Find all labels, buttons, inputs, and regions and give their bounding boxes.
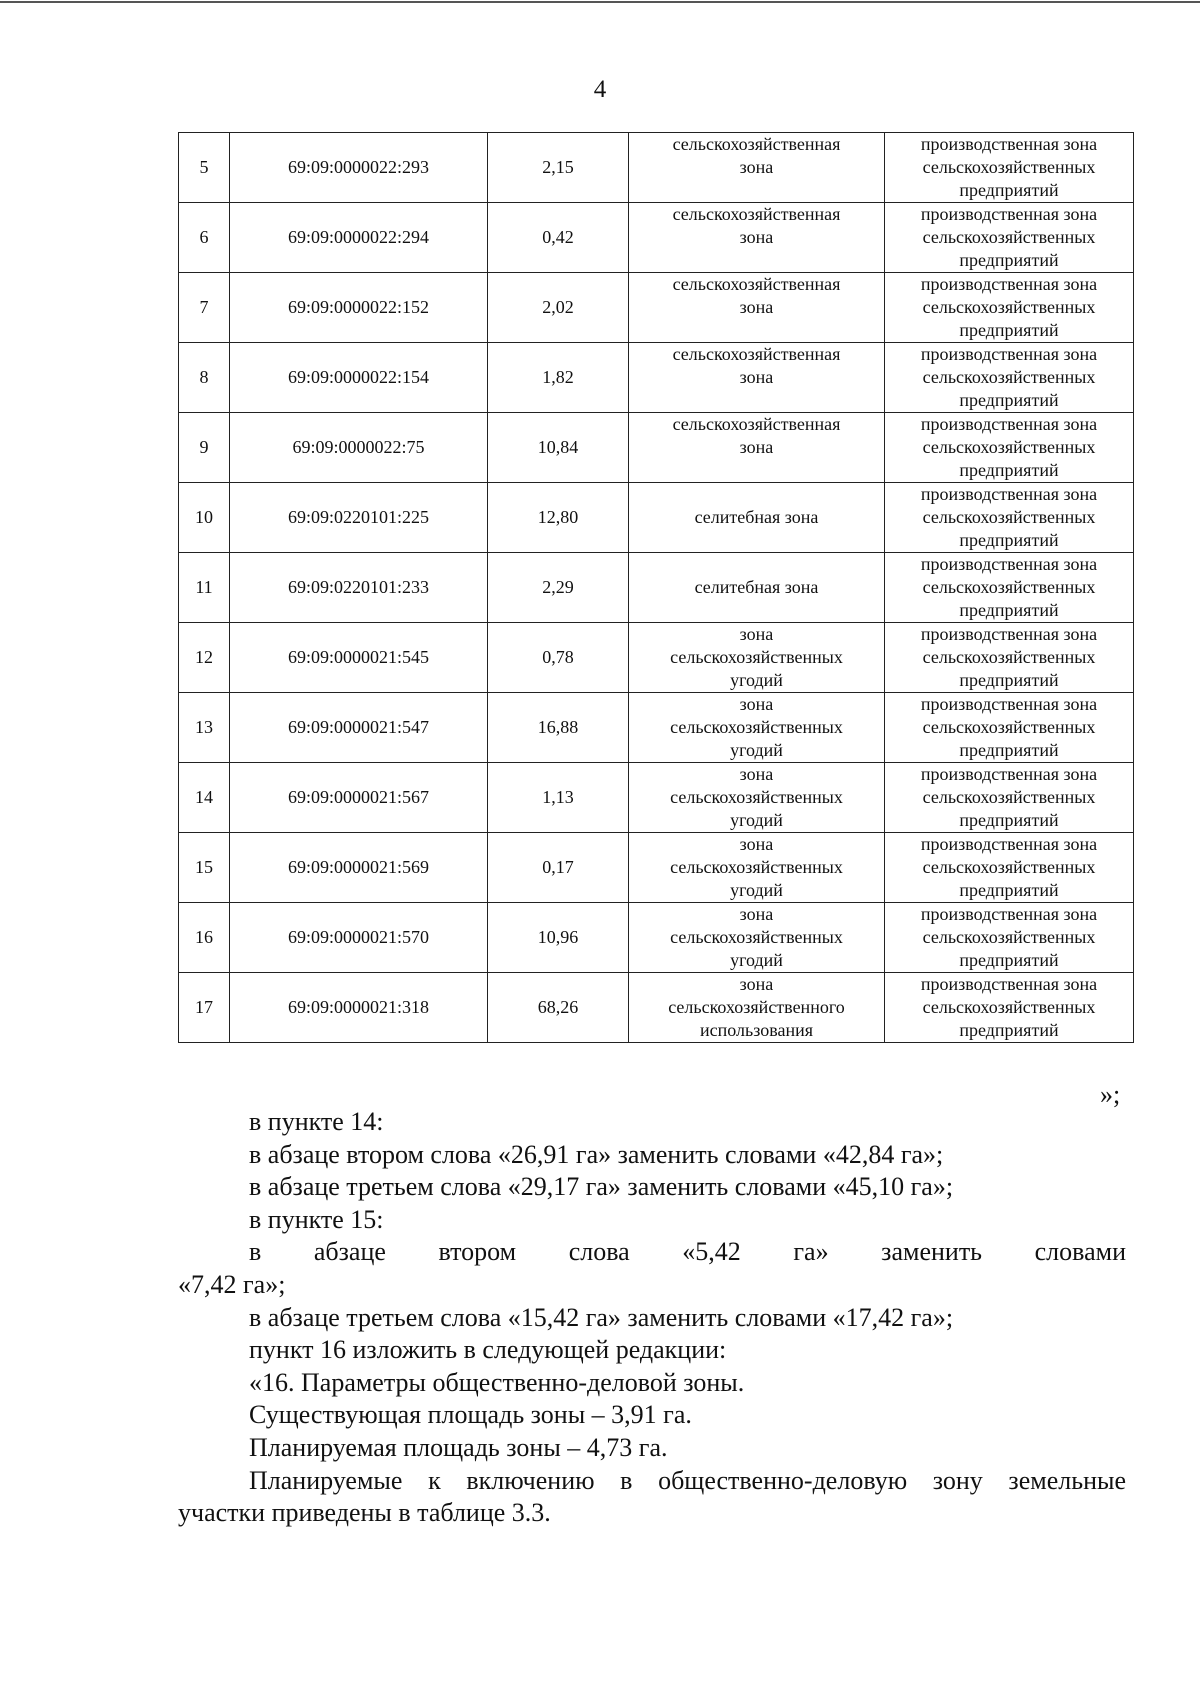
target-zone-cell xyxy=(885,973,1134,1043)
target-zone-line: сельскохозяйственных xyxy=(922,367,1096,387)
paragraph-point-14-third: в абзаце третьем слова «29,17 га» заменить словами «45,10 га»; xyxy=(249,1172,954,1202)
current-zone-line: зона xyxy=(739,297,774,317)
current-zone-line: сельскохозяйственная xyxy=(672,204,841,224)
area-cell: 0,42 xyxy=(488,203,629,273)
target-zone-line: предприятий xyxy=(959,180,1059,200)
current-zone-line: зона xyxy=(739,227,774,247)
current-zone-cell xyxy=(629,133,885,203)
target-zone-line: предприятий xyxy=(959,460,1059,480)
target-zone-line: производственная зона xyxy=(920,204,1098,224)
cadastral-number-cell: 69:09:0000021:569 xyxy=(230,833,488,903)
target-zone-line: сельскохозяйственных xyxy=(922,857,1096,877)
target-zone-line: предприятий xyxy=(959,600,1059,620)
target-zone-line: предприятий xyxy=(959,320,1059,340)
current-zone-line: угодий xyxy=(730,670,783,690)
target-zone-cell xyxy=(885,553,1134,623)
table-row xyxy=(179,693,1134,763)
target-zone-line: сельскохозяйственных xyxy=(922,297,1096,317)
cadastral-number-cell: 69:09:0000022:152 xyxy=(230,273,488,343)
cadastral-number-cell: 69:09:0000022:293 xyxy=(230,133,488,203)
row-number-cell: 5 xyxy=(179,133,230,203)
target-zone-cell xyxy=(885,903,1134,973)
target-zone-line: предприятий xyxy=(959,950,1059,970)
current-zone-cell xyxy=(629,203,885,273)
current-zone-line: угодий xyxy=(730,810,783,830)
paragraph-point-16-title: «16. Параметры общественно-деловой зоны. xyxy=(249,1367,745,1397)
current-zone-line: сельскохозяйственная xyxy=(672,274,841,294)
area-cell: 10,96 xyxy=(488,903,629,973)
row-number-cell: 17 xyxy=(179,973,230,1043)
paragraph-point-16-intro: пункт 16 изложить в следующей редакции: xyxy=(249,1335,727,1365)
target-zone-cell xyxy=(885,483,1134,553)
current-zone-line: зона xyxy=(739,974,774,994)
area-cell: 2,15 xyxy=(488,133,629,203)
paragraph-point-15-third: в абзаце третьем слова «15,42 га» заменить словами «17,42 га»; xyxy=(249,1302,954,1332)
top-border-line xyxy=(0,1,1200,3)
row-number-cell: 13 xyxy=(179,693,230,763)
target-zone-line: сельскохозяйственных xyxy=(922,927,1096,947)
current-zone-line: сельскохозяйственных xyxy=(670,717,843,737)
cadastral-number-cell: 69:09:0000021:567 xyxy=(230,763,488,833)
current-zone-cell xyxy=(629,903,885,973)
cadastral-number-cell: 69:09:0000021:570 xyxy=(230,903,488,973)
target-zone-line: предприятий xyxy=(959,1020,1059,1040)
area-cell: 0,78 xyxy=(488,623,629,693)
target-zone-line: производственная зона xyxy=(920,624,1098,644)
target-zone-line: предприятий xyxy=(959,390,1059,410)
target-zone-cell xyxy=(885,413,1134,483)
row-number-cell: 14 xyxy=(179,763,230,833)
target-zone-line: производственная зона xyxy=(920,134,1098,154)
table-row xyxy=(179,763,1134,833)
row-number-cell: 12 xyxy=(179,623,230,693)
paragraph-existing-area: Существующая площадь зоны – 3,91 га. xyxy=(249,1400,692,1430)
cadastral-number-cell: 69:09:0000022:294 xyxy=(230,203,488,273)
row-number-cell: 10 xyxy=(179,483,230,553)
target-zone-line: производственная зона xyxy=(920,904,1098,924)
current-zone-line: зона xyxy=(739,157,774,177)
current-zone-cell xyxy=(629,973,885,1043)
cadastral-number-cell: 69:09:0220101:225 xyxy=(230,483,488,553)
target-zone-line: сельскохозяйственных xyxy=(922,227,1096,247)
current-zone-cell xyxy=(629,413,885,483)
current-zone-line: сельскохозяйственного xyxy=(668,997,845,1017)
current-zone-line: зона xyxy=(739,367,774,387)
area-cell: 68,26 xyxy=(488,973,629,1043)
target-zone-line: предприятий xyxy=(959,530,1059,550)
row-number-cell: 6 xyxy=(179,203,230,273)
paragraph-planned-plots-line1: Планируемые к включению в общественно-деловую зону земельные xyxy=(249,1465,1126,1495)
current-zone-line: селитебная зона xyxy=(694,507,819,527)
land-plots-table xyxy=(178,132,1134,1043)
current-zone-cell xyxy=(629,553,885,623)
target-zone-line: сельскохозяйственных xyxy=(922,647,1096,667)
current-zone-line: зона xyxy=(739,694,774,714)
current-zone-line: зона xyxy=(739,624,774,644)
target-zone-line: производственная зона xyxy=(920,414,1098,434)
target-zone-line: сельскохозяйственных xyxy=(922,507,1096,527)
table-closing-quote: »; xyxy=(1100,1080,1121,1109)
table-row xyxy=(179,903,1134,973)
table-row xyxy=(179,343,1134,413)
target-zone-line: сельскохозяйственных xyxy=(922,157,1096,177)
current-zone-cell xyxy=(629,273,885,343)
target-zone-line: производственная зона xyxy=(920,974,1098,994)
target-zone-line: предприятий xyxy=(959,250,1059,270)
current-zone-line: зона xyxy=(739,834,774,854)
table-row xyxy=(179,133,1134,203)
area-cell: 2,29 xyxy=(488,553,629,623)
target-zone-cell xyxy=(885,833,1134,903)
target-zone-line: предприятий xyxy=(959,880,1059,900)
area-cell: 0,17 xyxy=(488,833,629,903)
area-cell: 16,88 xyxy=(488,693,629,763)
current-zone-cell xyxy=(629,763,885,833)
cadastral-number-cell: 69:09:0000021:318 xyxy=(230,973,488,1043)
page-number: 4 xyxy=(593,76,607,103)
target-zone-line: предприятий xyxy=(959,810,1059,830)
target-zone-line: производственная зона xyxy=(920,694,1098,714)
current-zone-line: угодий xyxy=(730,740,783,760)
row-number-cell: 11 xyxy=(179,553,230,623)
table-row xyxy=(179,203,1134,273)
table-row xyxy=(179,273,1134,343)
target-zone-cell xyxy=(885,623,1134,693)
target-zone-line: сельскохозяйственных xyxy=(922,717,1096,737)
table-row xyxy=(179,413,1134,483)
current-zone-line: сельскохозяйственная xyxy=(672,344,841,364)
current-zone-line: зона xyxy=(739,764,774,784)
current-zone-line: зона xyxy=(739,904,774,924)
current-zone-line: сельскохозяйственная xyxy=(672,134,841,154)
current-zone-line: угодий xyxy=(730,950,783,970)
current-zone-line: сельскохозяйственных xyxy=(670,927,843,947)
current-zone-line: сельскохозяйственных xyxy=(670,647,843,667)
area-cell: 10,84 xyxy=(488,413,629,483)
area-cell: 1,82 xyxy=(488,343,629,413)
table-row xyxy=(179,833,1134,903)
paragraph-point-15: в пункте 15: xyxy=(249,1204,384,1234)
paragraph-planned-plots-line2: участки приведены в таблице 3.3. xyxy=(178,1498,551,1528)
cadastral-number-cell: 69:09:0000022:154 xyxy=(230,343,488,413)
current-zone-cell xyxy=(629,693,885,763)
cadastral-number-cell: 69:09:0220101:233 xyxy=(230,553,488,623)
area-cell: 12,80 xyxy=(488,483,629,553)
target-zone-line: сельскохозяйственных xyxy=(922,577,1096,597)
current-zone-cell xyxy=(629,343,885,413)
paragraph-point-14-second: в абзаце втором слова «26,91 га» заменить словами «42,84 га»; xyxy=(249,1139,944,1169)
paragraph-point-14: в пункте 14: xyxy=(249,1107,384,1136)
cadastral-number-cell: 69:09:0000022:75 xyxy=(230,413,488,483)
table-row xyxy=(179,553,1134,623)
current-zone-line: сельскохозяйственных xyxy=(670,787,843,807)
target-zone-line: производственная зона xyxy=(920,484,1098,504)
target-zone-line: предприятий xyxy=(959,670,1059,690)
target-zone-line: производственная зона xyxy=(920,344,1098,364)
target-zone-line: производственная зона xyxy=(920,834,1098,854)
current-zone-cell xyxy=(629,623,885,693)
row-number-cell: 16 xyxy=(179,903,230,973)
row-number-cell: 15 xyxy=(179,833,230,903)
target-zone-cell xyxy=(885,203,1134,273)
current-zone-line: сельскохозяйственная xyxy=(672,414,841,434)
target-zone-line: сельскохозяйственных xyxy=(922,787,1096,807)
target-zone-line: сельскохозяйственных xyxy=(922,997,1096,1017)
table-row xyxy=(179,973,1134,1043)
amendment-text xyxy=(178,1106,1126,1530)
target-zone-line: сельскохозяйственных xyxy=(922,437,1096,457)
target-zone-cell xyxy=(885,693,1134,763)
current-zone-cell xyxy=(629,483,885,553)
target-zone-cell xyxy=(885,343,1134,413)
target-zone-cell xyxy=(885,763,1134,833)
table-row xyxy=(179,483,1134,553)
current-zone-line: селитебная зона xyxy=(694,577,819,597)
area-cell: 2,02 xyxy=(488,273,629,343)
target-zone-line: производственная зона xyxy=(920,554,1098,574)
current-zone-line: использования xyxy=(699,1020,813,1040)
cadastral-number-cell: 69:09:0000021:547 xyxy=(230,693,488,763)
target-zone-cell xyxy=(885,133,1134,203)
paragraph-point-15-second-line1: в абзаце втором слова «5,42 га» заменить словами xyxy=(249,1237,1126,1267)
table-body xyxy=(179,133,1134,1043)
table-row xyxy=(179,623,1134,693)
target-zone-line: производственная зона xyxy=(920,274,1098,294)
current-zone-cell xyxy=(629,833,885,903)
current-zone-line: угодий xyxy=(730,880,783,900)
paragraph-planned-area: Планируемая площадь зоны – 4,73 га. xyxy=(249,1432,668,1462)
paragraph-point-15-second-line2: «7,42 га»; xyxy=(178,1269,286,1299)
target-zone-cell xyxy=(885,273,1134,343)
target-zone-line: предприятий xyxy=(959,740,1059,760)
target-zone-line: производственная зона xyxy=(920,764,1098,784)
area-cell: 1,13 xyxy=(488,763,629,833)
current-zone-line: сельскохозяйственных xyxy=(670,857,843,877)
row-number-cell: 7 xyxy=(179,273,230,343)
row-number-cell: 8 xyxy=(179,343,230,413)
cadastral-number-cell: 69:09:0000021:545 xyxy=(230,623,488,693)
row-number-cell: 9 xyxy=(179,413,230,483)
current-zone-line: зона xyxy=(739,437,774,457)
